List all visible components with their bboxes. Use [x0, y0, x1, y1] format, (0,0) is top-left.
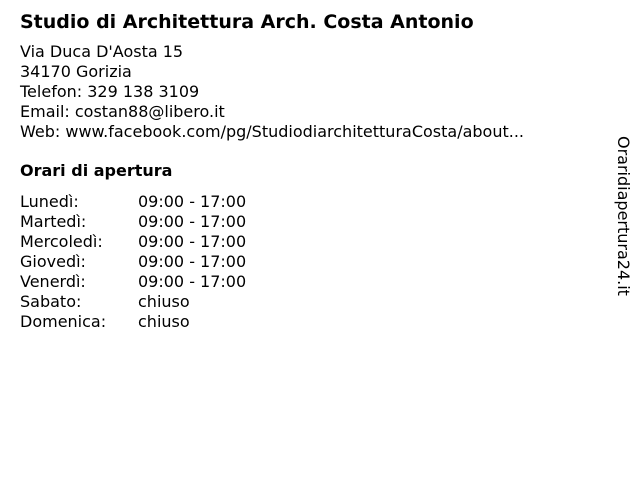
day-label: Domenica: [20, 312, 107, 331]
hours-row-thursday [20, 252, 600, 272]
business-name: Studio di Architettura Arch. Costa Antonio [20, 11, 474, 33]
day-label: Venerdì: [20, 272, 86, 291]
hours-row-monday [20, 192, 600, 212]
hours-row-tuesday [20, 212, 600, 232]
day-hours: 09:00 - 17:00 [138, 232, 247, 251]
address-street: Via Duca D'Aosta 15 [20, 42, 184, 61]
phone-line: Telefon: 329 138 3109 [20, 82, 200, 101]
day-label: Mercoledì: [20, 232, 103, 251]
address-city: 34170 Gorizia [20, 62, 132, 81]
day-label: Lunedì: [20, 192, 79, 211]
email-line: Email: costan88@libero.it [20, 102, 225, 121]
hours-row-friday [20, 272, 600, 292]
site-watermark-text: Oraridiapertura24.it [614, 136, 633, 296]
day-label: Giovedì: [20, 252, 86, 271]
day-hours: 09:00 - 17:00 [138, 212, 247, 231]
hours-row-wednesday [20, 232, 600, 252]
day-label: Sabato: [20, 292, 82, 311]
day-hours: 09:00 - 17:00 [138, 252, 247, 271]
opening-hours-table [20, 192, 600, 332]
day-hours: 09:00 - 17:00 [138, 272, 247, 291]
opening-hours-heading: Orari di apertura [20, 161, 173, 180]
web-line: Web: www.facebook.com/pg/StudiodiarchitetturaCosta/about... [20, 122, 525, 141]
day-hours: 09:00 - 17:00 [138, 192, 247, 211]
hours-row-saturday [20, 292, 600, 312]
day-label: Martedì: [20, 212, 87, 231]
day-hours: chiuso [138, 312, 190, 331]
day-hours: chiuso [138, 292, 190, 311]
hours-row-sunday [20, 312, 600, 332]
business-card [20, 9, 600, 332]
